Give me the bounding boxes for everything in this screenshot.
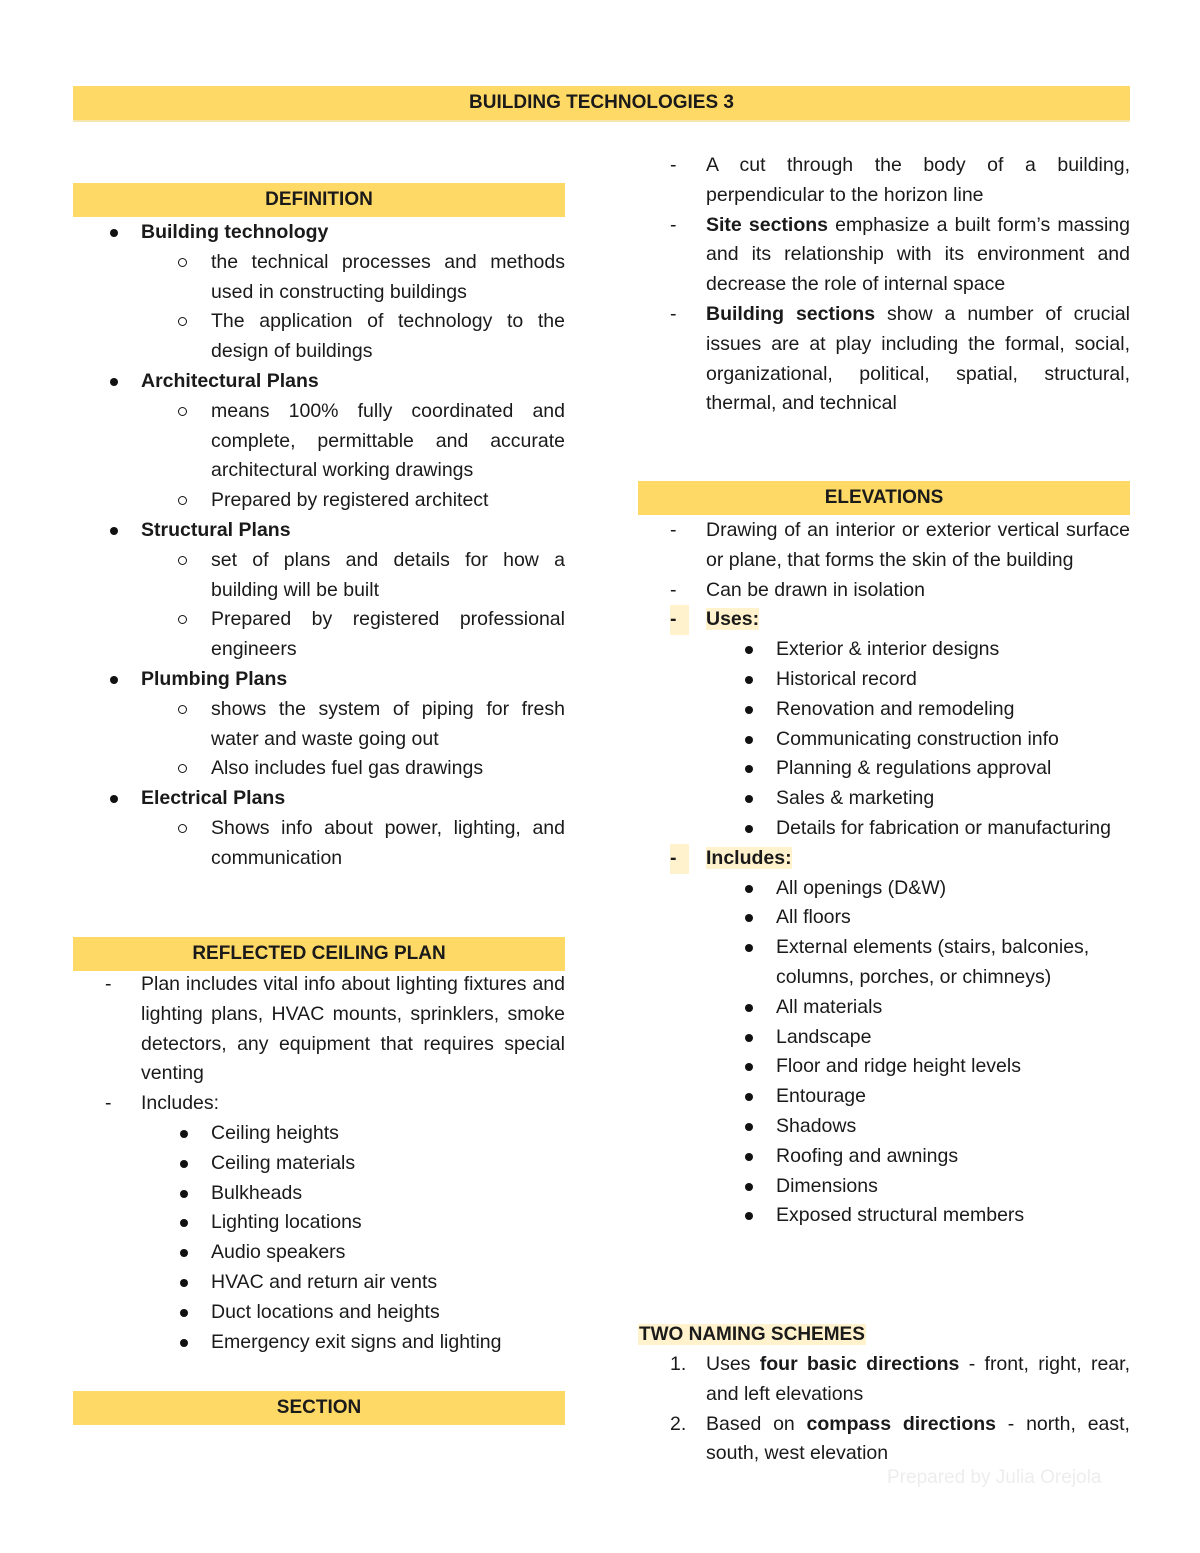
bullet-icon [745, 914, 753, 922]
circle-bullet-icon [178, 764, 187, 773]
elevations-point: - Drawing of an interior or exterior vertical surface or plane, that forms the skin of the building [670, 519, 1130, 571]
bullet-icon [745, 736, 753, 744]
elevations-include-item: All floors [638, 903, 1130, 933]
bullet-icon [110, 229, 118, 237]
section-list [638, 151, 1130, 419]
bullet-icon [745, 1212, 753, 1220]
bullet-icon [745, 1093, 753, 1101]
definition-item [73, 784, 565, 814]
bullet-icon [745, 944, 753, 952]
bullet-icon [180, 1339, 188, 1347]
definition-point: set of plans and details for how a building will be built [73, 546, 565, 606]
circle-bullet-icon [178, 705, 187, 714]
rcp-include-item: Emergency exit signs and lighting [73, 1328, 565, 1358]
elevations-include-item: Landscape [638, 1023, 1130, 1053]
elevations-include-item: Shadows [638, 1112, 1130, 1142]
elevations-use-item: Planning & regulations approval [638, 754, 1130, 784]
bullet-icon [745, 646, 753, 654]
bullet-icon [745, 885, 753, 893]
definition-header: DEFINITION [73, 183, 565, 217]
elevations-includes-label: - Includes: [638, 844, 1130, 874]
section-point: - A cut through the body of a building, perpendicular to the horizon line [670, 154, 1130, 206]
naming-item: 1. Uses four basic directions - front, right, rear, and left elevations [670, 1353, 1130, 1405]
rcp-list [73, 970, 565, 1357]
watermark: Prepared by Julia Orejola [887, 1467, 1102, 1488]
bullet-icon [745, 765, 753, 773]
bullet-icon [745, 1063, 753, 1071]
bullet-icon [180, 1130, 188, 1138]
definition-list [73, 218, 565, 874]
term-electrical-plans: Electrical Plans [141, 787, 286, 810]
definition-item [73, 218, 565, 248]
circle-bullet-icon [178, 824, 187, 833]
bullet-icon [745, 1034, 753, 1042]
elevations-includes-list [638, 874, 1130, 1232]
elevations-uses-label: - Uses: [638, 605, 1130, 635]
bullet-icon [110, 378, 118, 386]
bullet-icon [745, 1123, 753, 1131]
circle-bullet-icon [178, 258, 187, 267]
circle-bullet-icon [178, 496, 187, 505]
rcp-include-item: Duct locations and heights [73, 1298, 565, 1328]
rcp-include-item: Ceiling heights [73, 1119, 565, 1149]
elevations-include-item: Exposed structural members [638, 1201, 1130, 1231]
bullet-icon [110, 527, 118, 535]
bullet-icon [745, 1153, 753, 1161]
definition-item [73, 367, 565, 397]
elevations-point: - Can be drawn in isolation [670, 578, 925, 601]
elevations-uses-list [638, 635, 1130, 844]
rcp-includes-label: - Includes: [105, 1092, 220, 1115]
definition-point: the technical processes and methods used in constructing buildings [73, 248, 565, 308]
bullet-icon [745, 1004, 753, 1012]
rcp-include-item: Ceiling materials [73, 1149, 565, 1179]
bullet-icon [180, 1219, 188, 1227]
bullet-icon [745, 795, 753, 803]
section-header: SECTION [73, 1391, 565, 1425]
elevations-list [638, 516, 1130, 1231]
term-building-technology: Building technology [141, 221, 329, 243]
definition-point: Shows info about power, lighting, and communication [73, 814, 565, 874]
section-point: - Site sections emphasize a built form’s massing and its relationship with its environment and decrease the role of internal space [670, 213, 1130, 296]
elevations-include-item: Dimensions [638, 1172, 1130, 1202]
elevations-include-item: Roofing and awnings [638, 1142, 1130, 1172]
elevations-use-item: Historical record [638, 665, 1130, 695]
rcp-description: - Plan includes vital info about lighting fixtures and lighting plans, HVAC mounts, sprinklers, smoke detectors, any equipment that requires special venting [105, 973, 565, 1085]
definition-point: Prepared by registered architect [73, 486, 565, 516]
bullet-icon [180, 1160, 188, 1168]
rcp-header: REFLECTED CEILING PLAN [73, 937, 565, 971]
definition-point: The application of technology to the design of buildings [73, 307, 565, 367]
circle-bullet-icon [178, 317, 187, 326]
document-title: BUILDING TECHNOLOGIES 3 [73, 86, 1130, 122]
bullet-icon [110, 795, 118, 803]
elevations-include-item: All openings (D&W) [638, 874, 1130, 904]
rcp-include-item: Audio speakers [73, 1238, 565, 1268]
definition-point: Prepared by registered professional engineers [73, 605, 565, 665]
naming-header: TWO NAMING SCHEMES [639, 1324, 865, 1345]
rcp-include-item: Lighting locations [73, 1208, 565, 1238]
definition-point: means 100% fully coordinated and complete, permittable and accurate architectural working drawings [73, 397, 565, 486]
section-point: - Building sections show a number of crucial issues are at play including the formal, social, organizational, political, spatial, structural, thermal, and technical [670, 302, 1130, 415]
definition-item [73, 665, 565, 695]
elevations-use-item: Details for fabrication or manufacturing [638, 814, 1130, 844]
naming-item: 2. Based on compass directions - north, east, south, west elevation [670, 1412, 1130, 1465]
bullet-icon [110, 676, 118, 684]
circle-bullet-icon [178, 407, 187, 416]
elevations-include-item: External elements (stairs, balconies, columns, porches, or chimneys) [638, 933, 1130, 993]
bullet-icon [745, 676, 753, 684]
bullet-icon [180, 1249, 188, 1257]
bullet-icon [745, 825, 753, 833]
term-plumbing-plans: Plumbing Plans [141, 667, 288, 690]
bullet-icon [745, 706, 753, 714]
naming-list [638, 1350, 1130, 1469]
elevations-include-item: Entourage [638, 1082, 1130, 1112]
definition-item [73, 516, 565, 546]
rcp-include-item: Bulkheads [73, 1179, 565, 1209]
term-structural-plans: Structural Plans [141, 518, 291, 541]
definition-point: Also includes fuel gas drawings [73, 754, 565, 784]
circle-bullet-icon [178, 615, 187, 624]
circle-bullet-icon [178, 556, 187, 565]
elevations-use-item: Exterior & interior designs [638, 635, 1130, 665]
elevations-include-item: All materials [638, 993, 1130, 1023]
elevations-use-item: Renovation and remodeling [638, 695, 1130, 725]
rcp-includes-list [73, 1119, 565, 1357]
bullet-icon [180, 1190, 188, 1198]
rcp-include-item: HVAC and return air vents [73, 1268, 565, 1298]
elevations-include-item: Floor and ridge height levels [638, 1052, 1130, 1082]
term-architectural-plans: Architectural Plans [141, 369, 319, 392]
definition-point: shows the system of piping for fresh water and waste going out [73, 695, 565, 755]
elevations-use-item: Sales & marketing [638, 784, 1130, 814]
bullet-icon [745, 1183, 753, 1191]
bullet-icon [180, 1309, 188, 1317]
bullet-icon [180, 1279, 188, 1287]
elevations-use-item: Communicating construction info [638, 725, 1130, 755]
elevations-header: ELEVATIONS [638, 481, 1130, 515]
